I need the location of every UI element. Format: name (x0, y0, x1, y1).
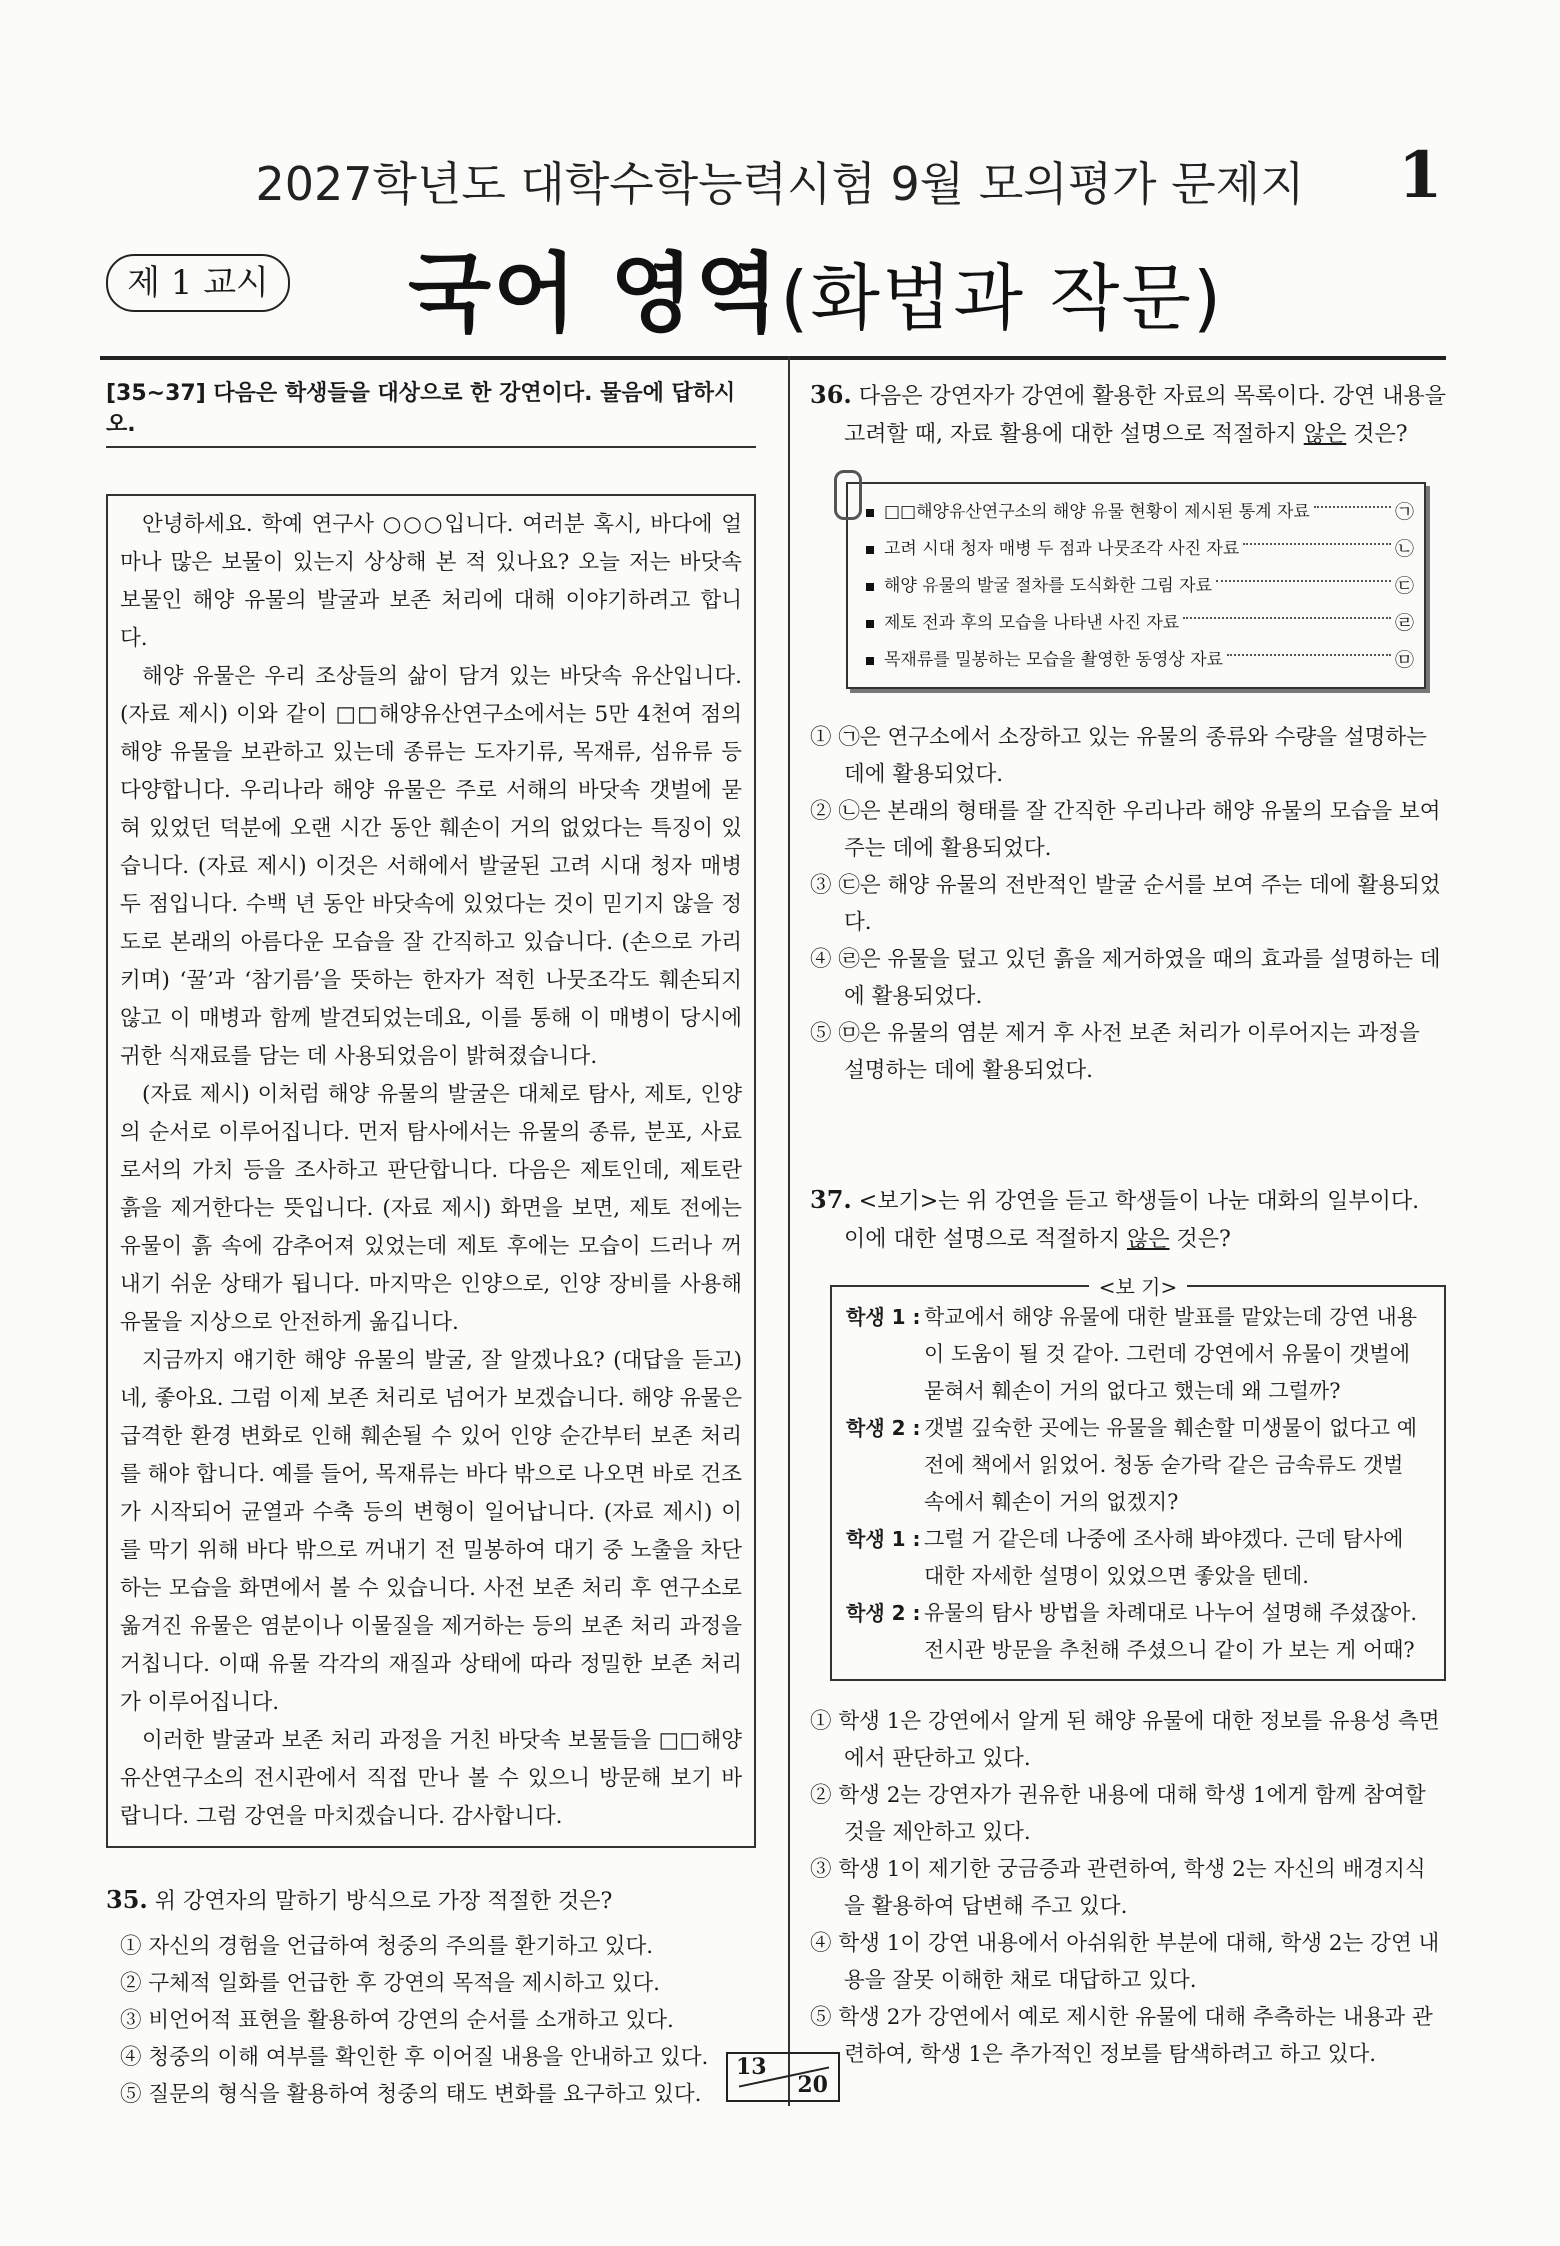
question-number: 37. (810, 1185, 852, 1214)
square-bullet-icon (866, 583, 874, 591)
square-bullet-icon (866, 509, 874, 517)
header-rule (100, 356, 1446, 360)
question-36 (810, 376, 1446, 454)
q36-options (810, 719, 1446, 1089)
resource-item: 해양 유물의 발굴 절차를 도식화한 그림 자료 ㉢ (866, 568, 1414, 605)
page-number: 1 (1398, 138, 1443, 213)
exam-title: 2027학년도 대학수학능력시험 9월 모의평가 문제지 (255, 157, 1305, 211)
answer-option[interactable]: ③ 비언어적 표현을 활용하여 강연의 순서를 소개하고 있다. (120, 2008, 674, 2033)
question-stem: <보기>는 위 강연을 듣고 학생들이 나눈 대화의 일부이다. 이에 대한 설명으로 적절하지 않은 것은? (844, 1189, 1420, 1252)
answer-option[interactable]: ① 자신의 경험을 언급하여 청중의 주의를 환기하고 있다. (120, 1934, 654, 1959)
resource-item: 목재류를 밀봉하는 모습을 촬영한 동영상 자료 ㉤ (866, 642, 1414, 679)
answer-option[interactable]: ⑤ 학생 2가 강연에서 예로 제시한 유물에 대해 추측하는 내용과 관련하여, 학생 1은 추가적인 정보를 탐색하려고 하고 있다. (810, 2005, 1433, 2067)
resource-list-box (846, 482, 1426, 689)
square-bullet-icon (866, 657, 874, 665)
q37-options (810, 1703, 1446, 2073)
q35-options (106, 1928, 756, 2113)
lecture-paragraph: 지금까지 얘기한 해양 유물의 발굴, 잘 알겠나요? (대답을 듣고) 네, 좋아요. 그럼 이제 보존 처리로 넘어가 보겠습니다. 해양 유물은 급격한 환경 변화로 인해 훼손될 수 있어 인양 순간부터 보존 처리를 해야 합니다. 예를 들어, 목재류는 바다 밖으로 나오면 바로 건조가 시작되어 균열과 수축 등의 변형이 일어납니다. (자료 제시) 이를 막기 위해 바다 밖으로 꺼내기 전 밀봉하여 대기 중 노출을 차단하는 모습을 화면에서 볼 수 있습니다. 사전 보존 처리 후 연구소로 옮겨진 유물은 염분이나 이물질을 제거하는 등의 보존 처리 과정을 거칩니다. 이때 유물 각각의 재질과 상태에 따라 정밀한 보존 처리가 이루어집니다. (120, 1348, 743, 1715)
total-pages: 20 (797, 2072, 828, 2098)
square-bullet-icon (866, 620, 874, 628)
question-number: 36. (810, 380, 852, 409)
dialogue-line (846, 1595, 1430, 1669)
subject-sub: (화법과 작문) (780, 256, 1224, 340)
paperclip-icon (834, 470, 862, 520)
answer-option[interactable]: ② ㉡은 본래의 형태를 잘 간직한 우리나라 해양 유물의 모습을 보여 주는 데에 활용되었다. (810, 799, 1441, 861)
underlined-word: 않은 (1127, 1227, 1170, 1252)
question-stem: 위 강연자의 말하기 방식으로 가장 적절한 것은? (154, 1889, 613, 1914)
period-badge: 제 1 교시 (106, 254, 290, 312)
resource-item: □□해양유산연구소의 해양 유물 현황이 제시된 통계 자료 ㉠ (866, 494, 1414, 531)
dialogue-text: 유물의 탐사 방법을 차례대로 나누어 설명해 주셨잖아. 전시관 방문을 추천해 주셨으니 같이 가 보는 게 어때? (924, 1601, 1418, 1662)
answer-option[interactable]: ④ 청중의 이해 여부를 확인한 후 이어질 내용을 안내하고 있다. (120, 2045, 709, 2070)
square-bullet-icon (866, 546, 874, 554)
question-number: 35. (106, 1885, 148, 1914)
page-counter (726, 2052, 840, 2102)
answer-option[interactable]: ③ ㉢은 해양 유물의 전반적인 발굴 순서를 보여 주는 데에 활용되었다. (810, 873, 1441, 935)
right-column (810, 376, 1446, 2073)
dialogue-line (846, 1299, 1430, 1410)
resource-item: 고려 시대 청자 매병 두 점과 나뭇조각 사진 자료 ㉡ (866, 531, 1414, 568)
speaker-label: 학생 2 : (846, 1416, 921, 1440)
answer-option[interactable]: ② 구체적 일화를 언급한 후 강연의 목적을 제시하고 있다. (120, 1971, 660, 1996)
lecture-paragraph: (자료 제시) 이처럼 해양 유물의 발굴은 대체로 탐사, 제토, 인양의 순서로 이루어집니다. 먼저 탐사에서는 유물의 종류, 분포, 사료로서의 가치 등을 조사하고 판단합니다. 다음은 제토인데, 제토란 흙을 제거한다는 뜻입니다. (자료 제시) 화면을 보면, 제토 전에는 유물이 흙 속에 감추어져 있었는데 제토 후에는 모습이 드러나 꺼내기 쉬운 상태가 됩니다. 마지막은 인양으로, 인양 장비를 사용해 유물을 지상으로 안전하게 옮깁니다. (120, 1082, 742, 1335)
speaker-label: 학생 1 : (846, 1305, 921, 1329)
answer-option[interactable]: ① ㉠은 연구소에서 소장하고 있는 유물의 종류와 수량을 설명하는 데에 활용되었다. (810, 725, 1427, 787)
resource-item: 제토 전과 후의 모습을 나타낸 사진 자료 ㉣ (866, 605, 1414, 642)
current-page: 13 (736, 2054, 767, 2080)
question-37 (810, 1181, 1446, 1259)
question-set-instruction: [35~37] 다음은 학생들을 대상으로 한 강연이다. 물음에 답하시오. (106, 376, 756, 448)
answer-option[interactable]: ② 학생 2는 강연자가 권유한 내용에 대해 학생 1에게 함께 참여할 것을 제안하고 있다. (810, 1783, 1426, 1845)
subject-title (408, 224, 1223, 348)
answer-option[interactable]: ⑤ ㉤은 유물의 염분 제거 후 사전 보존 처리가 이루어지는 과정을 설명하는 데에 활용되었다. (810, 1021, 1420, 1083)
answer-option[interactable]: ① 학생 1은 강연에서 알게 된 해양 유물에 대한 정보를 유용성 측면에서 판단하고 있다. (810, 1709, 1440, 1771)
answer-option[interactable]: ③ 학생 1이 제기한 궁금증과 관련하여, 학생 2는 자신의 배경지식을 활용하여 답변해 주고 있다. (810, 1857, 1426, 1919)
left-column (106, 376, 756, 2113)
bogi-box (830, 1275, 1446, 1681)
lecture-passage (106, 494, 756, 1848)
column-divider (788, 356, 790, 2106)
answer-option[interactable]: ④ ㉣은 유물을 덮고 있던 흙을 제거하였을 때의 효과를 설명하는 데에 활용되었다. (810, 947, 1441, 1009)
lecture-paragraph: 안녕하세요. 학예 연구사 ○○○입니다. 여러분 혹시, 바다에 얼마나 많은 보물이 있는지 상상해 본 적 있나요? 오늘 저는 바닷속 보물인 해양 유물의 발굴과 보존 처리에 대해 이야기하려고 합니다. (120, 512, 742, 651)
dialogue-line (846, 1521, 1430, 1595)
lecture-paragraph: 해양 유물은 우리 조상들의 삶이 담겨 있는 바닷속 유산입니다. (자료 제시) 이와 같이 □□해양유산연구소에서는 5만 4천여 점의 해양 유물을 보관하고 있는데 종류는 도자기류, 목재류, 섬유류 등 다양합니다. 우리나라 해양 유물은 주로 서해의 바닷속 갯벌에 묻혀 있었던 덕분에 오랜 시간 동안 훼손이 거의 없었다는 특징이 있습니다. (자료 제시) 이것은 서해에서 발굴된 고려 시대 청자 매병 두 점입니다. 수백 년 동안 바닷속에 있었다는 것이 믿기지 않을 정도로 본래의 아름다운 모습을 잘 간직하고 있습니다. (손으로 가리키며) ‘꿀’과 ‘참기름’을 뜻하는 한자가 적힌 나뭇조각도 훼손되지 않고 이 매병과 함께 발견되었는데요, 이를 통해 이 매병이 당시에 귀한 식재료를 담는 데 사용되었음이 밝혀졌습니다. (120, 664, 742, 1069)
speaker-label: 학생 2 : (846, 1601, 921, 1625)
bogi-title: <보 기> (832, 1271, 1444, 1300)
speaker-label: 학생 1 : (846, 1527, 921, 1551)
dialogue-text: 학교에서 해양 유물에 대한 발표를 맡았는데 강연 내용이 도움이 될 것 같아. 그런데 강연에서 유물이 갯벌에 묻혀서 훼손이 거의 없다고 했는데 왜 그럴까? (924, 1305, 1418, 1403)
answer-option[interactable]: ⑤ 질문의 형식을 활용하여 청중의 태도 변화를 요구하고 있다. (120, 2082, 702, 2107)
lecture-paragraph: 이러한 발굴과 보존 처리 과정을 거친 바닷속 보물들을 □□해양유산연구소의 전시관에서 직접 만나 볼 수 있으니 방문해 보기 바랍니다. 그럼 강연을 마치겠습니다. 감사합니다. (120, 1728, 742, 1829)
question-35 (106, 1882, 756, 1920)
dialogue-text: 그럴 거 같은데 나중에 조사해 봐야겠다. 근데 탐사에 대한 자세한 설명이 있었으면 좋았을 텐데. (924, 1527, 1404, 1588)
underlined-word: 않은 (1303, 422, 1347, 447)
question-stem: 다음은 강연자가 강연에 활용한 자료의 목록이다. 강연 내용을 고려할 때, 자료 활용에 대한 설명으로 적절하지 않은 것은? (844, 384, 1447, 447)
subject-main: 국어 영역 (408, 244, 781, 344)
dialogue-line (846, 1410, 1430, 1521)
dialogue-text: 갯벌 깊숙한 곳에는 유물을 훼손할 미생물이 없다고 예전에 책에서 읽었어. 청동 숟가락 같은 금속류도 갯벌 속에서 훼손이 거의 없겠지? (924, 1416, 1418, 1514)
answer-option[interactable]: ④ 학생 1이 강연 내용에서 아쉬워한 부분에 대해, 학생 2는 강연 내용을 잘못 이해한 채로 대답하고 있다. (810, 1931, 1440, 1993)
